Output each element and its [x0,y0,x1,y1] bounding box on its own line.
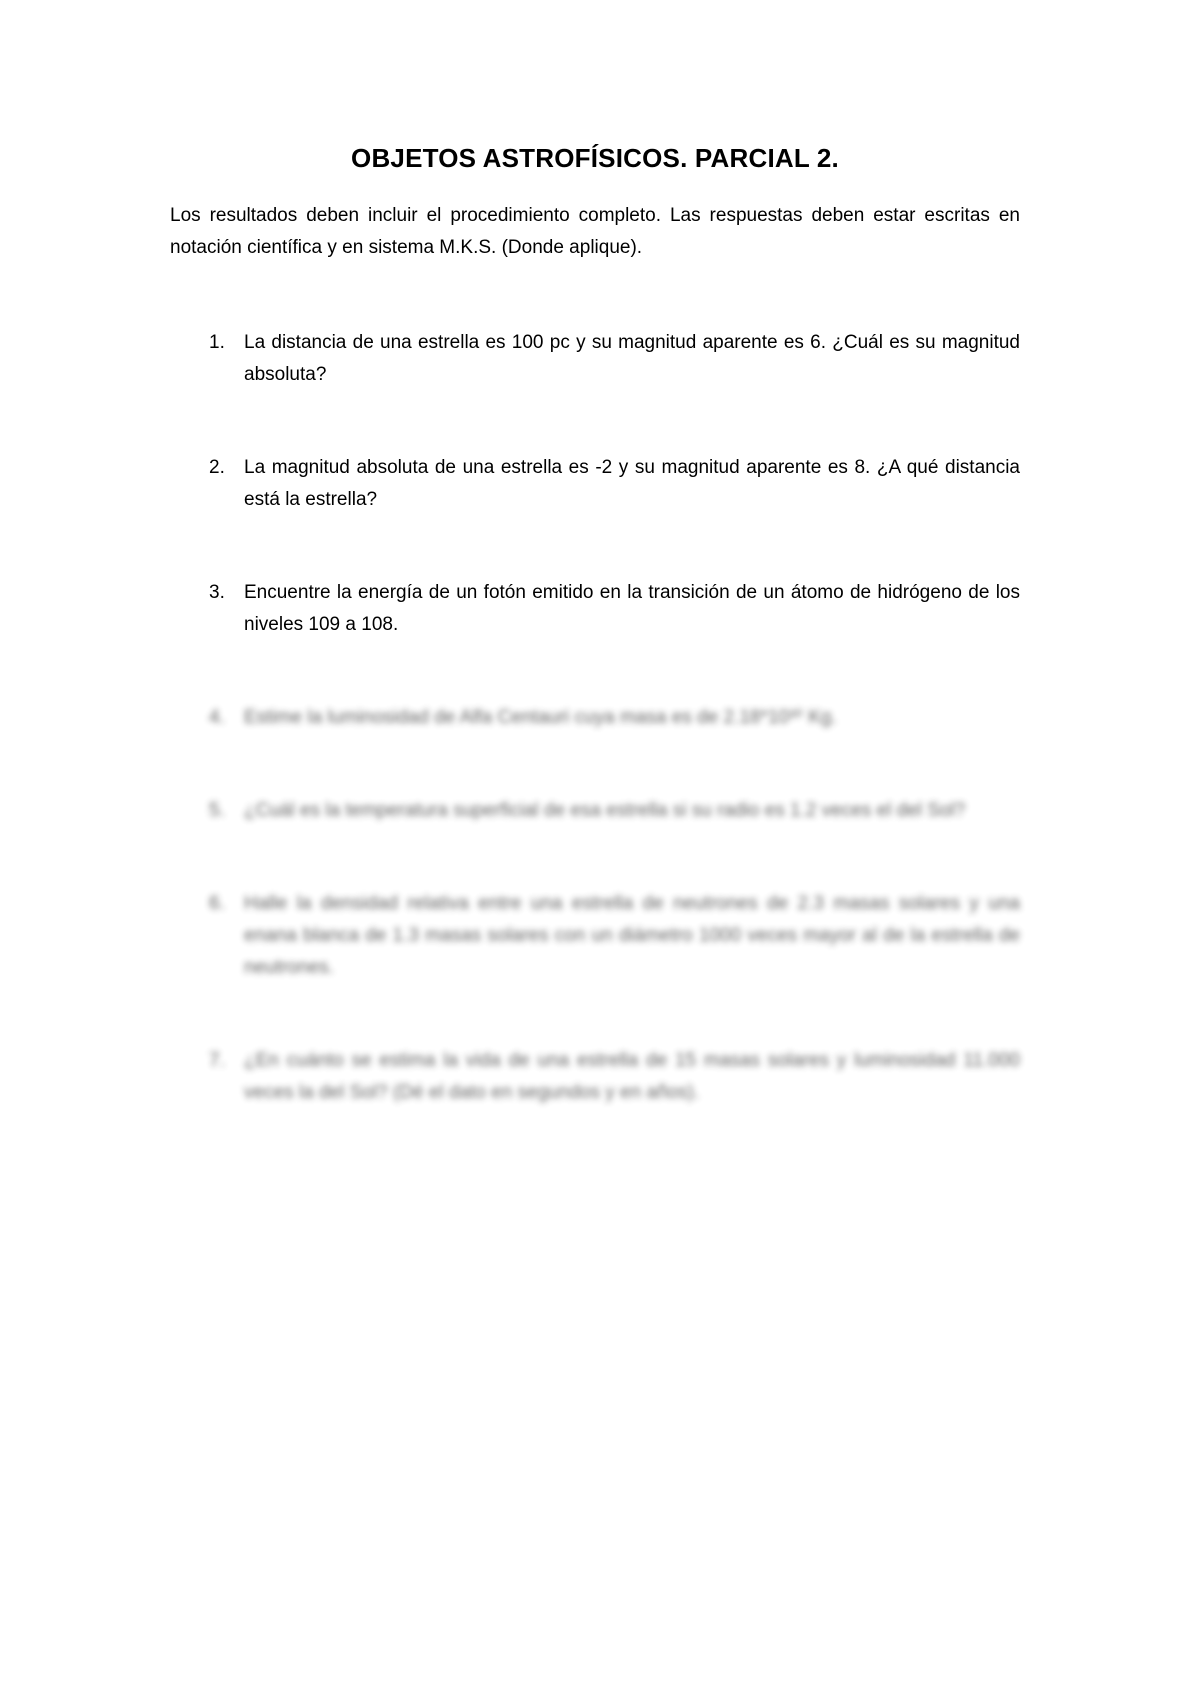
question-number: 4. [209,707,225,728]
question-text: Halle la densidad relativa entre una estrella de neutrones de 2.3 masas solares y una enana blanca de 1.3 masas solares con un diámetro 1000 veces mayor al de la estrella de neutrones. [244,893,1020,978]
question-number: 5. [209,800,225,821]
question-number: 1. [209,332,225,353]
question-text: La magnitud absoluta de una estrella es -2 y su magnitud aparente es 8. ¿A qué distancia está la estrella? [244,457,1020,510]
question-item-7-redacted [170,1045,1020,1109]
question-item-5-redacted [170,795,1020,827]
question-text: ¿Cuál es la temperatura superficial de esa estrella si su radio es 1.2 veces el del Sol? [244,800,966,821]
question-item-1 [170,327,1020,391]
instructions-paragraph: Los resultados deben incluir el procedimiento completo. Las respuestas deben estar escritas en notación científica y en sistema M.K.S. (Donde aplique). [170,205,1020,258]
question-item-4-redacted [170,702,1020,734]
question-number: 7. [209,1050,225,1071]
question-item-6-redacted [170,888,1020,984]
question-item-2 [170,452,1020,516]
question-item-3 [170,577,1020,641]
page-title: OBJETOS ASTROFÍSICOS. PARCIAL 2. [351,143,839,173]
question-number: 3. [209,582,225,603]
question-text: La distancia de una estrella es 100 pc y su magnitud aparente es 6. ¿Cuál es su magnitud absoluta? [244,332,1020,385]
question-number: 2. [209,457,225,478]
question-text: Estime la luminosidad de Alfa Centauri cuya masa es de 2.18*10³⁰ Kg. [244,707,837,728]
question-text: Encuentre la energía de un fotón emitido en la transición de un átomo de hidrógeno de los niveles 109 a 108. [244,582,1020,635]
question-list [170,327,1020,1109]
question-text: ¿En cuánto se estima la vida de una estrella de 15 masas solares y luminosidad 11.000 veces la del Sol? (Dé el dato en segundos y en años). [244,1050,1020,1103]
question-number: 6. [209,893,225,914]
